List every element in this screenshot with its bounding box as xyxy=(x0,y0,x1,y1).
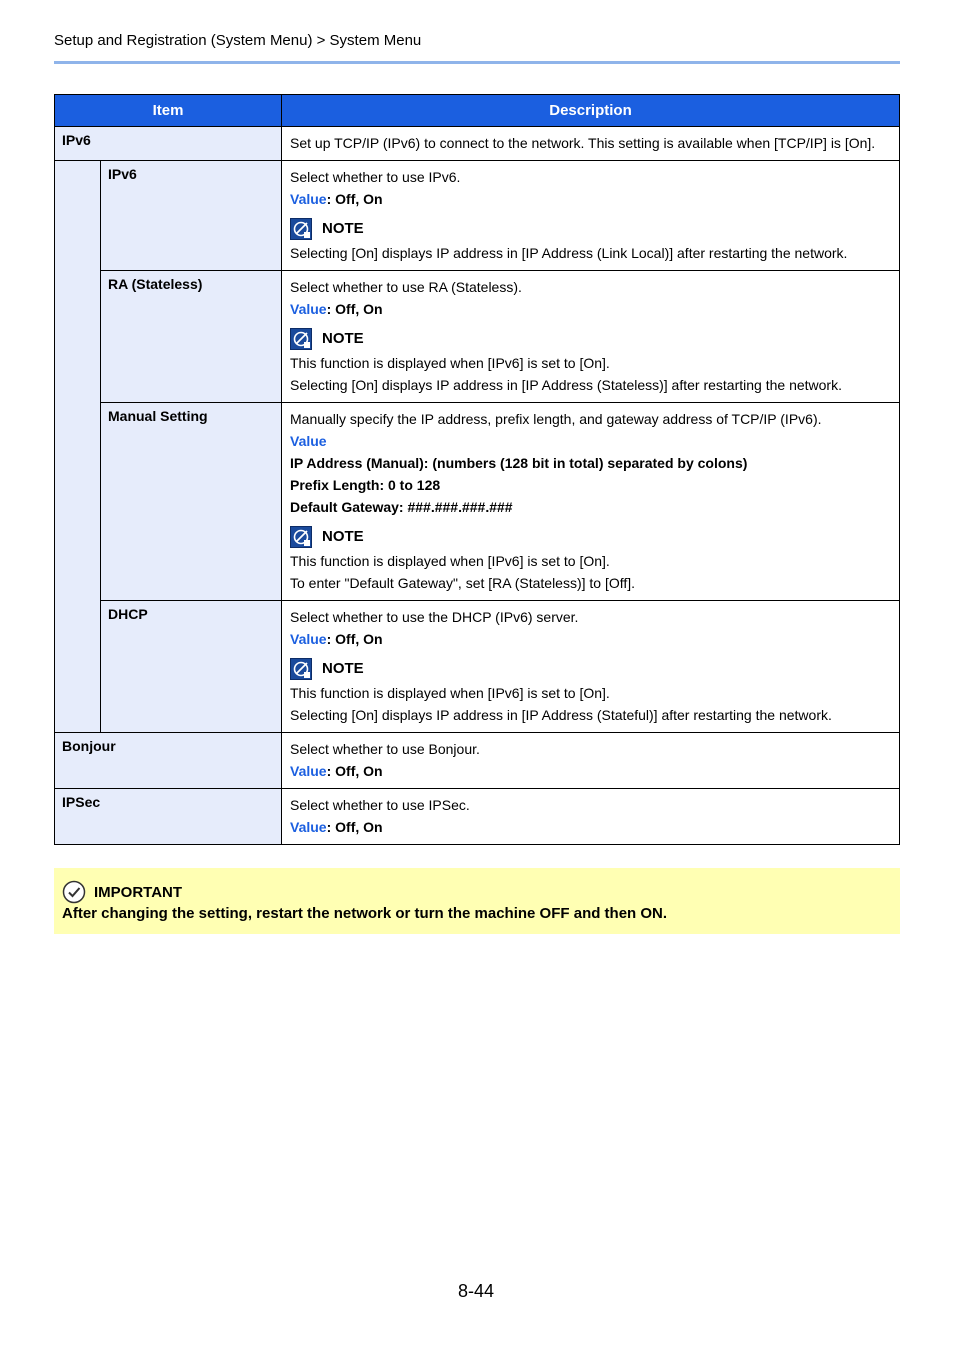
value-text: : Off, On xyxy=(326,763,383,779)
note-text: To enter "Default Gateway", set [RA (Stateless)] to [Off]. xyxy=(290,575,636,591)
note-heading xyxy=(290,326,891,352)
description-text: Select whether to use IPSec. xyxy=(290,797,470,813)
value-text: : Off, On xyxy=(326,631,383,647)
note-title: NOTE xyxy=(322,220,364,237)
item-manual-setting: Manual Setting xyxy=(101,403,282,601)
note-icon xyxy=(290,658,312,680)
description-text: Select whether to use RA (Stateless). xyxy=(290,279,522,295)
breadcrumb: Setup and Registration (System Menu) > System Menu xyxy=(54,32,422,49)
description-text: Select whether to use Bonjour. xyxy=(290,741,480,757)
value-line xyxy=(290,298,891,320)
important-box xyxy=(54,868,900,934)
note-icon xyxy=(290,218,312,240)
description-text: Select whether to use IPv6. xyxy=(290,169,461,185)
value-line xyxy=(290,760,891,782)
value-label: Value xyxy=(290,301,327,317)
table-row xyxy=(55,403,900,601)
description-ra-stateless xyxy=(282,271,900,403)
description-text: Select whether to use the DHCP (IPv6) server. xyxy=(290,609,579,625)
description-ipv6-group: Set up TCP/IP (IPv6) to connect to the network. This setting is available when [TCP/IP] is [On]. xyxy=(282,127,900,161)
description-dhcp xyxy=(282,601,900,733)
item-dhcp: DHCP xyxy=(101,601,282,733)
note-title: NOTE xyxy=(322,660,364,677)
description-ipv6 xyxy=(282,161,900,271)
note-title: NOTE xyxy=(322,330,364,347)
item-ipsec: IPSec xyxy=(55,789,282,845)
important-text: After changing the setting, restart the network or turn the machine OFF and then ON. xyxy=(62,905,668,922)
table-row xyxy=(55,733,900,789)
note-icon xyxy=(290,526,312,548)
value-label: Value xyxy=(290,819,327,835)
checkmark-icon xyxy=(62,880,86,904)
note-text: Selecting [On] displays IP address in [IP Address (Link Local)] after restarting the network. xyxy=(290,245,848,261)
value-line xyxy=(290,816,891,838)
note-heading xyxy=(290,524,891,550)
value-label: Value xyxy=(290,191,327,207)
note-text: Selecting [On] displays IP address in [IP Address (Stateful)] after restarting the network. xyxy=(290,707,832,723)
column-header-item: Item xyxy=(55,95,282,127)
table-row xyxy=(55,127,900,161)
value-text: Prefix Length: 0 to 128 xyxy=(290,477,441,493)
value-label: Value xyxy=(290,631,327,647)
item-ra-stateless: RA (Stateless) xyxy=(101,271,282,403)
table-row xyxy=(55,601,900,733)
note-text: Selecting [On] displays IP address in [IP Address (Stateless)] after restarting the network. xyxy=(290,377,842,393)
column-header-description: Description xyxy=(282,95,900,127)
indent-cell xyxy=(55,161,101,733)
note-text: This function is displayed when [IPv6] is set to [On]. xyxy=(290,355,610,371)
item-ipv6: IPv6 xyxy=(101,161,282,271)
note-text: This function is displayed when [IPv6] is set to [On]. xyxy=(290,553,610,569)
note-text: This function is displayed when [IPv6] is set to [On]. xyxy=(290,685,610,701)
description-manual-setting xyxy=(282,403,900,601)
value-line xyxy=(290,628,891,650)
note-heading xyxy=(290,656,891,682)
value-text: Default Gateway: ###.###.###.### xyxy=(290,499,513,515)
note-title: NOTE xyxy=(322,528,364,545)
note-heading xyxy=(290,216,891,242)
item-ipv6-group: IPv6 xyxy=(55,127,282,161)
note-icon xyxy=(290,328,312,350)
description-text: Manually specify the IP address, prefix length, and gateway address of TCP/IP (IPv6). xyxy=(290,411,822,427)
value-line xyxy=(290,188,891,210)
description-bonjour xyxy=(282,733,900,789)
table-header-row xyxy=(55,95,900,127)
table-row xyxy=(55,271,900,403)
table-row xyxy=(55,161,900,271)
description-ipsec xyxy=(282,789,900,845)
table-row xyxy=(55,789,900,845)
page-number: 8-44 xyxy=(458,1281,495,1301)
important-title: IMPORTANT xyxy=(94,883,183,901)
value-text: : Off, On xyxy=(326,301,383,317)
settings-table xyxy=(54,94,900,845)
value-text: IP Address (Manual): (numbers (128 bit in total) separated by colons) xyxy=(290,455,748,471)
value-label: Value xyxy=(290,763,327,779)
value-text: : Off, On xyxy=(326,819,383,835)
header-rule xyxy=(54,61,900,64)
important-heading xyxy=(62,880,182,904)
value-label: Value xyxy=(290,433,327,449)
item-bonjour: Bonjour xyxy=(55,733,282,789)
value-text: : Off, On xyxy=(326,191,383,207)
